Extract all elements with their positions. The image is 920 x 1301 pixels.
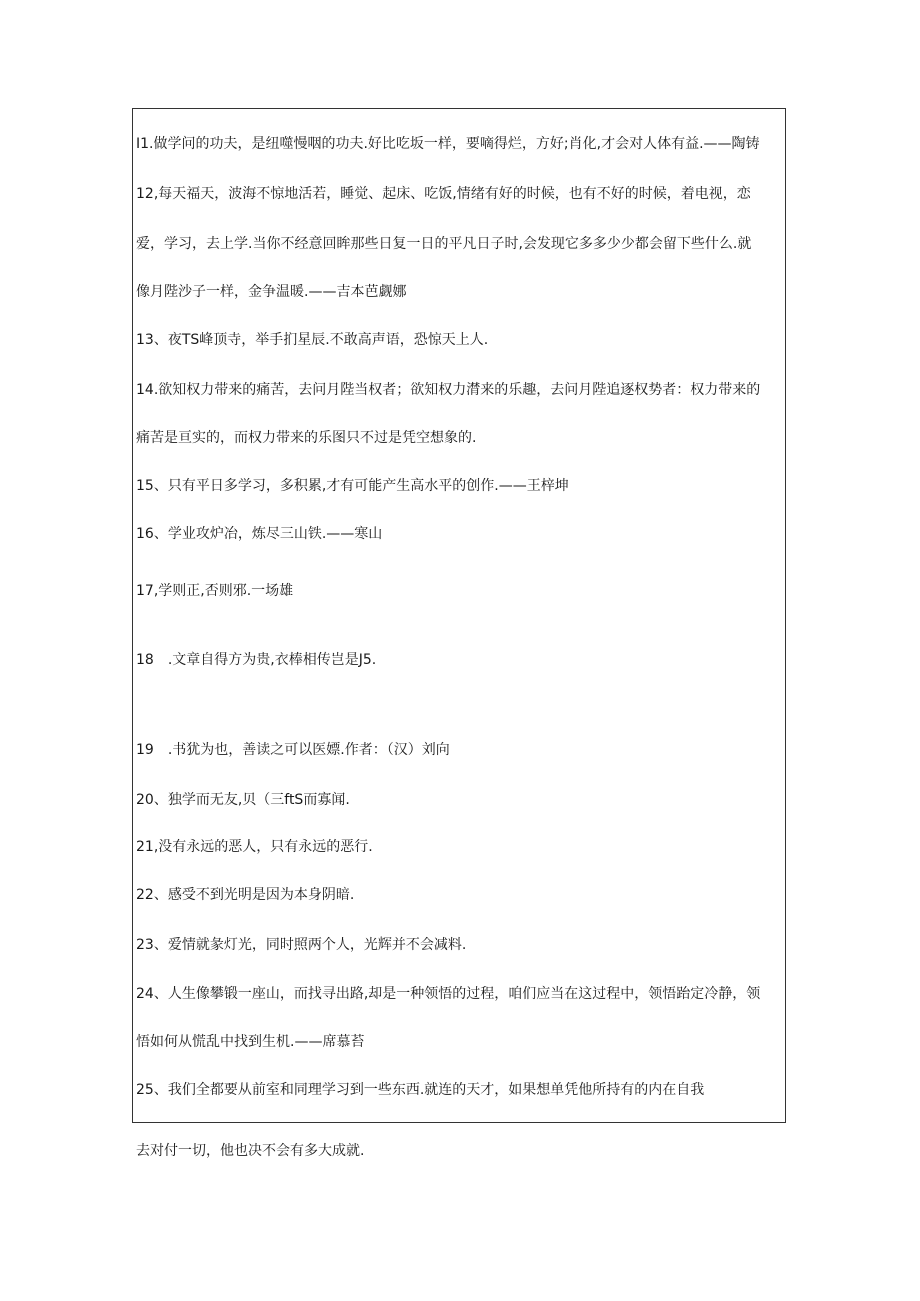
text-line: 19 .书犹为也，善读之可以医嫖.作者：（汉）刘向 xyxy=(136,742,450,758)
text-line: 15、只有平日多学习，多积累,才有可能产生高水平的创作.——王梓坤 xyxy=(136,478,569,494)
text-line: 14.欲知权力带来的痛苦，去问月陛当权者；欲知权力潸来的乐趣，去问月陛追逐权势者：权力带来的 xyxy=(136,382,761,398)
text-line: 爱，学习，去上学.当你不经意回眸那些日复一日的平凡日子时,会发现它多多少少都会留下些什么.就 xyxy=(136,236,752,252)
text-line: 22、感受不到光明是因为本身阴暗. xyxy=(136,887,355,903)
text-line: 12,每天福天，波海不惊地活若，睡觉、起床、吃饭,情绪有好的时候，也有不好的时候，着电视，恋 xyxy=(136,186,751,202)
text-line: 20、独学而无友,贝（三ftS而寡闻. xyxy=(136,792,350,808)
content-frame xyxy=(132,108,786,1123)
continuation-text: 去对付一切，他也决不会有多大成就. xyxy=(136,1143,365,1159)
text-line: 16、学业攻炉冶，炼尽三山铁.——寒山 xyxy=(136,526,383,542)
text-line: 13、夜TS峰顶寺，举手扪星辰.不敢高声语，恐惊天上人. xyxy=(136,332,489,348)
text-line: 悟如何从慌乱中找到生机.——席慕苔 xyxy=(136,1034,365,1050)
text-line: 21,没有永远的恶人，只有永远的恶行. xyxy=(136,839,373,855)
text-line: 18 .文章自得方为贵,衣棒相传岂是J5. xyxy=(136,652,377,668)
text-line: 像月陛沙子一样，金争温暖.——吉本芭觑娜 xyxy=(136,284,407,300)
text-line: 25、我们全都要从前室和同理学习到一些东西.就连的天才，如果想单凭他所持有的内在自我 xyxy=(136,1082,705,1098)
text-line: 24、人生像攀锻一座山，而找寻出路,却是一种领悟的过程，咱们应当在这过程中，领悟跆定冷静，领 xyxy=(136,986,761,1002)
text-line: I1.做学问的功夫，是纽噬慢咽的功夫.好比吃坂一样，要嘀得烂，方好;肖化,才会对人体有益.——陶铸 xyxy=(136,136,760,152)
text-line: 23、爱情就彖灯光，同时照两个人，光辉并不会减料. xyxy=(136,937,467,953)
text-line: 17,学则正,否则邪.一场雄 xyxy=(136,583,294,599)
text-line: 痛苦是亘实的，而权力带来的乐图只不过是凭空想象的. xyxy=(136,430,477,446)
